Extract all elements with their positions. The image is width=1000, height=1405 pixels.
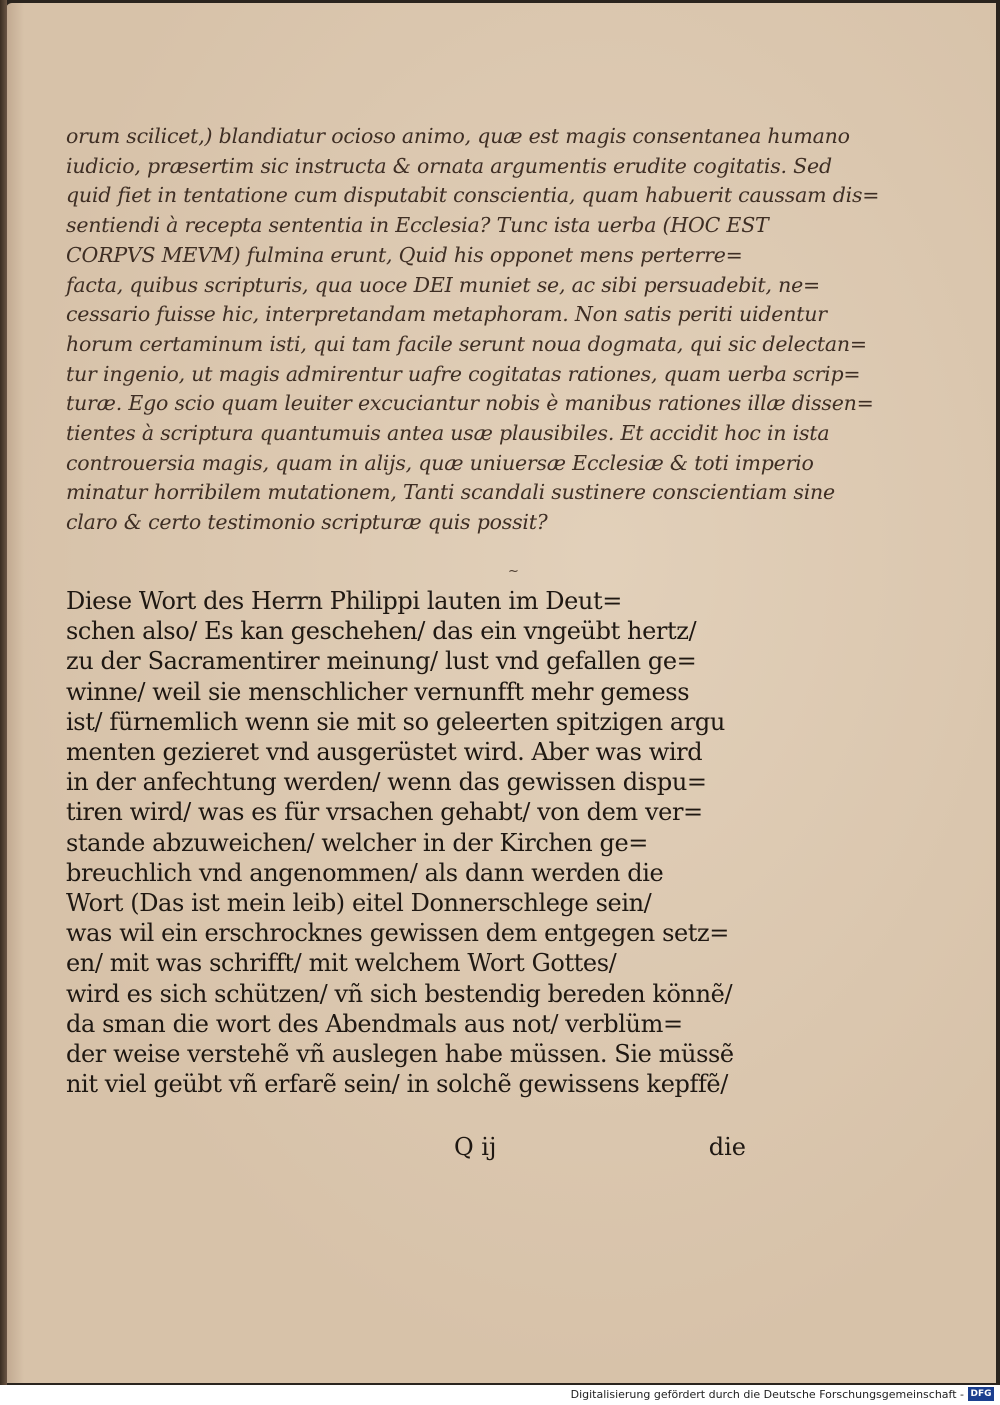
german-line: tiren wird/ was es für vrsachen gehabt/ von dem ver= <box>66 798 703 827</box>
latin-line: controuersia magis, quam in alijs, quæ uniuersæ Ecclesiæ & toti imperio <box>66 450 814 475</box>
german-line: breuchlich vnd angenommen/ als dann werden die <box>66 858 664 887</box>
latin-passage <box>66 122 880 538</box>
german-line: nit viel geübt vñ erfarẽ sein/ in solchẽ gewissens kepffẽ/ <box>66 1070 728 1099</box>
latin-line: tientes à scriptura quantumuis antea usæ plausibiles. Et accidit hoc in ista <box>66 421 830 446</box>
latin-line: cessario fuisse hic, interpretandam metaphoram. Non satis periti uidentur <box>66 302 827 327</box>
latin-line: quid fiet in tentatione cum disputabit conscientia, quam habuerit caussam dis= <box>66 183 880 208</box>
dfg-logo: DFG <box>968 1387 994 1401</box>
german-line: was wil ein erschrocknes gewissen dem entgegen setz= <box>66 919 729 948</box>
latin-line: facta, quibus scripturis, qua uoce DEI muniet se, ac sibi persuadebit, ne= <box>66 272 820 297</box>
german-line: menten gezieret vnd ausgerüstet wird. Aber was wird <box>66 738 703 767</box>
latin-line: turæ. Ego scio quam leuiter excuciantur nobis è manibus rationes illæ dissen= <box>66 391 874 416</box>
page-footer <box>66 1133 746 1163</box>
german-line: da sman die wort des Abendmals aus not/ verblüm= <box>66 1009 683 1038</box>
german-line: ist/ fürnemlich wenn sie mit so geleerten spitzigen argu <box>66 707 725 736</box>
german-line: Diese Wort des Herrn Philippi lauten im Deut= <box>66 587 622 615</box>
section-divider-mark: ~ <box>508 564 519 579</box>
german-line: schen also/ Es kan geschehen/ das ein vngeübt hertz/ <box>66 617 697 646</box>
german-line: der weise verstehẽ vñ auslegen habe müssen. Sie müssẽ <box>66 1040 734 1069</box>
german-line: in der anfechtung werden/ wenn das gewissen dispu= <box>66 768 707 797</box>
funding-credit-text: Digitalisierung gefördert durch die Deutsche Forschungsgemeinschaft - <box>570 1388 964 1401</box>
latin-line: orum scilicet,) blandiatur ocioso animo, quæ est magis consentanea humano <box>66 124 850 148</box>
latin-line: sentiendi à recepta sententia in Ecclesia? Tunc ista uerba (HOC EST <box>66 213 769 238</box>
credit-bar <box>0 1385 1000 1405</box>
latin-line: claro & certo testimonio scripturæ quis possit? <box>66 510 548 535</box>
latin-line: tur ingenio, ut magis admirentur uafre cogitatas rationes, quam uerba scrip= <box>66 361 861 386</box>
german-line: en/ mit was schrifft/ mit welchem Wort Gottes/ <box>66 949 617 978</box>
book-binding-edge <box>0 0 7 1385</box>
latin-line: iudicio, præsertim sic instructa & ornata argumentis erudite cogitatis. Sed <box>66 153 832 178</box>
german-line: Wort (Das ist mein leib) eitel Donnerschlege sein/ <box>66 889 652 918</box>
german-line: stande abzuweichen/ welcher in der Kirchen ge= <box>66 828 648 857</box>
catchword: die <box>708 1133 746 1161</box>
german-line: wird es sich schützen/ vñ sich bestendig bereden könnẽ/ <box>66 979 733 1008</box>
latin-line: minatur horribilem mutationem, Tanti scandali sustinere conscientiam sine <box>66 480 835 505</box>
german-line: zu der Sacramentirer meinung/ lust vnd gefallen ge= <box>66 647 697 676</box>
latin-line: CORPVS MEVM) fulmina erunt, Quid his opponet mens perterre= <box>66 242 743 267</box>
signature-mark: Q ij <box>454 1133 497 1161</box>
german-line: winne/ weil sie menschlicher vernunfft mehr gemess <box>66 677 690 706</box>
german-passage <box>66 586 756 1099</box>
latin-line: horum certaminum isti, qui tam facile serunt noua dogmata, qui sic delectan= <box>66 331 867 356</box>
